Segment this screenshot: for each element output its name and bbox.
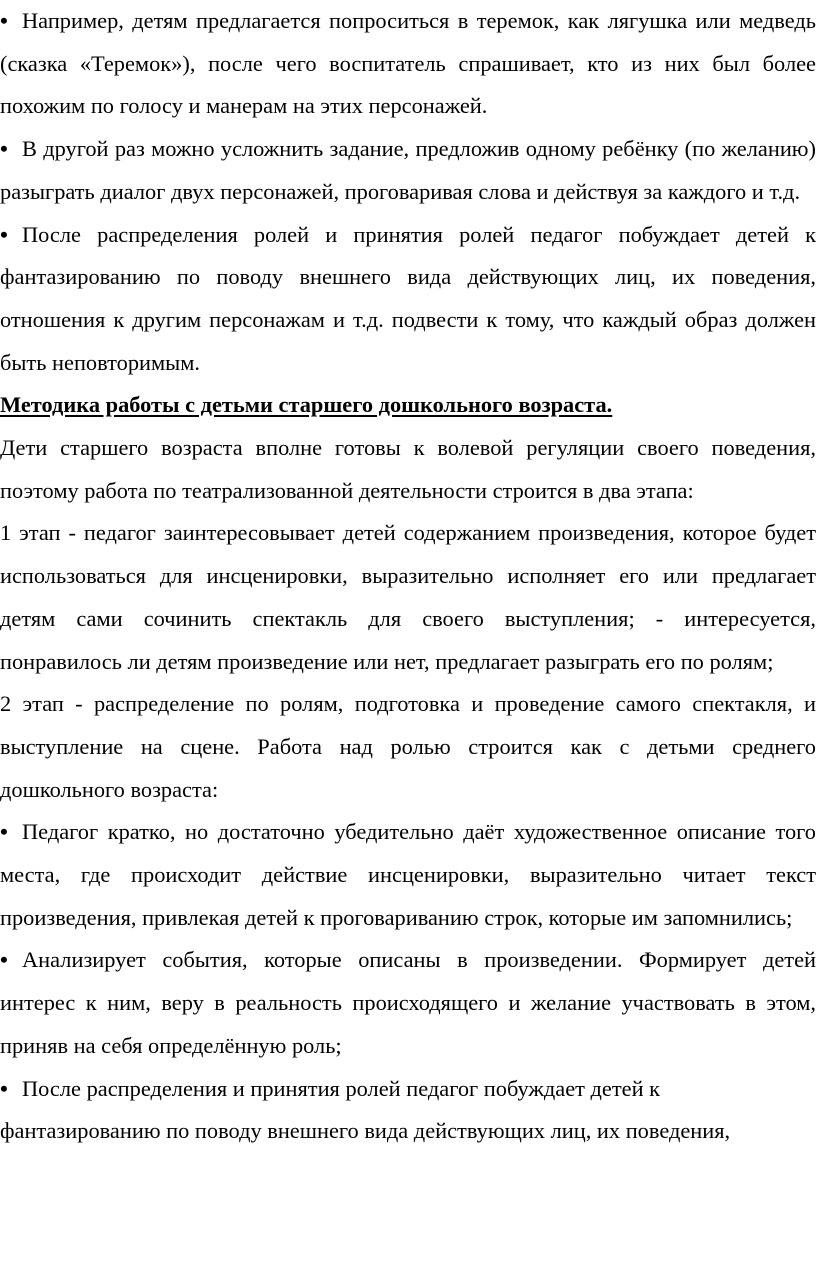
- paragraph-text: Педагог кратко, но достаточно убедительно даёт художественное описание того места, где происходит действие инсценировки, выразительно читает текст произведения, привлекая детей к проговариванию строк, которые им запомнились;: [0, 819, 816, 930]
- bullet-icon: •: [0, 819, 8, 845]
- bullet-icon: •: [0, 1075, 8, 1101]
- bullet-icon: •: [0, 8, 8, 33]
- paragraph-text: После распределения ролей и принятия ролей педагог побуждает детей к фантазированию по поводу внешнего вида действующих лиц, их поведения, отношения к другим персонажам и т.д. подвести к тому, что каждый образ должен быть неповторимым.: [0, 221, 816, 375]
- bullet-paragraph: [0, 128, 816, 213]
- bullet-paragraph: [0, 939, 816, 1067]
- bullet-icon: •: [0, 136, 8, 162]
- bullet-paragraph: [0, 811, 816, 939]
- bullet-paragraph: [0, 1068, 816, 1153]
- paragraph-text: Анализирует события, которые описаны в произведении. Формирует детей интерес к ним, веру в реальность происходящего и желание участвовать в этом, приняв на себя определённую роль;: [0, 947, 816, 1058]
- paragraph-text: В другой раз можно усложнить задание, предложив одному ребёнку (по желанию) разыграть диалог двух персонажей, проговаривая слова и действуя за каждого и т.д.: [0, 136, 816, 204]
- paragraph-text: После распределения и принятия ролей педагог побуждает детей к фантазированию по поводу внешнего вида действующих лиц, их поведения,: [0, 1075, 731, 1144]
- body-paragraph: 1 этап - педагог заинтересовывает детей содержанием произведения, которое будет использоваться для инсценировки, выразительно исполняет его или предлагает детям сами сочинить спектакль для своего выступления; - интересуется, понравилось ли детям произведение или нет, предлагает разыграть его по ролям;: [0, 520, 816, 674]
- body-paragraph: 2 этап - распределение по ролям, подготовка и проведение самого спектакля, и выступление на сцене. Работа над ролью строится как с детьми среднего дошкольного возраста:: [0, 691, 816, 802]
- paragraph-text: Например, детям предлагается попроситься в теремок, как лягушка или медведь (сказка «Теремок»), после чего воспитатель спрашивает, кто из них был более похожим по голосу и манерам на этих персонажей.: [0, 8, 816, 119]
- bullet-icon: •: [0, 947, 8, 973]
- bullet-paragraph: [0, 214, 816, 385]
- section-heading: Методика работы с детьми старшего дошкольного возраста.: [0, 392, 613, 418]
- bullet-paragraph: [0, 0, 816, 128]
- body-paragraph: Дети старшего возраста вполне готовы к волевой регуляции своего поведения, поэтому работа по театрализованной деятельности строится в два этапа:: [0, 435, 816, 503]
- bullet-icon: •: [0, 221, 8, 247]
